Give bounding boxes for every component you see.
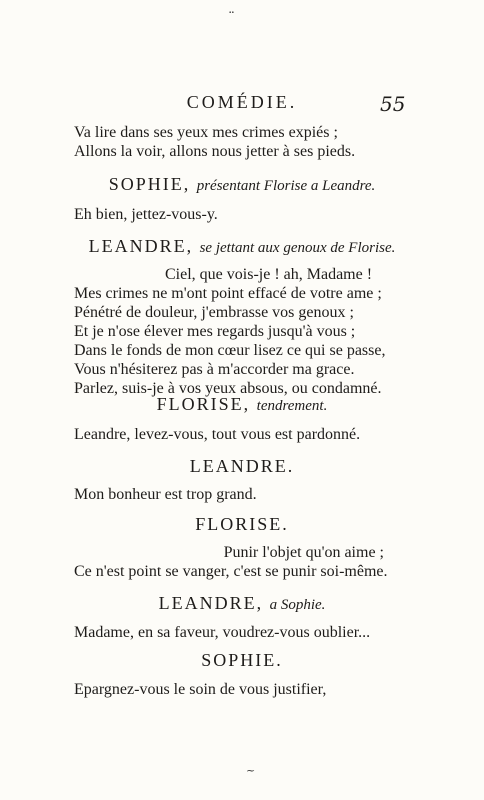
verse-line: Dans le fonds de mon cœur lisez ce qui se passe, (74, 342, 386, 359)
speaker-name: FLORISE. (195, 514, 289, 534)
verse-line: Et je n'ose élever mes regards jusqu'à vous ; (74, 323, 356, 340)
speaker-name: SOPHIE, (108, 174, 191, 194)
running-header: COMÉDIE. (186, 92, 298, 112)
stage-direction: se jettant aux genoux de Florise. (199, 240, 396, 256)
speaker-heading (0, 650, 484, 671)
verse-line: Punir l'objet qu'on aime ; (223, 544, 384, 561)
bottom-mark: ~ (246, 764, 256, 777)
top-mark: ¨ (228, 10, 235, 26)
speaker-heading (0, 394, 484, 415)
verse-line: Allons la voir, allons nous jetter à ses pieds. (74, 143, 356, 160)
verse-line: Parlez, suis-je à vos yeux absous, ou condamné. (74, 380, 382, 397)
verse-line: Ce n'est point se vanger, c'est se punir soi-même. (74, 563, 388, 580)
speaker-heading (0, 514, 484, 535)
verse-line: Madame, en sa faveur, voudrez-vous oublier... (74, 624, 371, 641)
page-number: 55 (380, 92, 406, 116)
verse-line: Va lire dans ses yeux mes crimes expiés ; (74, 124, 338, 141)
verse-line: Mes crimes ne m'ont point effacé de votre ame ; (74, 285, 382, 302)
speaker-heading (0, 593, 484, 614)
verse-line: Ciel, que vois-je ! ah, Madame ! (165, 266, 373, 283)
speaker-heading (0, 456, 484, 477)
verse-line: Eh bien, jettez-vous-y. (74, 206, 218, 223)
speaker-name: SOPHIE. (201, 650, 283, 670)
speaker-name: LEANDRE. (189, 456, 295, 476)
stage-direction: tendrement. (256, 398, 328, 414)
speaker-heading (0, 236, 484, 257)
speaker-name: LEANDRE, (158, 593, 264, 613)
verse-line: Epargnez-vous le soin de vous justifier, (74, 681, 327, 698)
verse-line: Vous n'hésiterez pas à m'accorder ma grace. (74, 361, 355, 378)
stage-direction: présentant Florise a Leandre. (196, 178, 376, 194)
speaker-name: FLORISE, (156, 394, 251, 414)
speaker-name: LEANDRE, (88, 236, 194, 256)
verse-line: Mon bonheur est trop grand. (74, 486, 257, 503)
verse-line: Leandre, levez-vous, tout vous est pardonné. (74, 426, 361, 443)
stage-direction: a Sophie. (269, 597, 326, 613)
speaker-heading (0, 174, 484, 195)
verse-line: Pénétré de douleur, j'embrasse vos genoux ; (74, 304, 354, 321)
